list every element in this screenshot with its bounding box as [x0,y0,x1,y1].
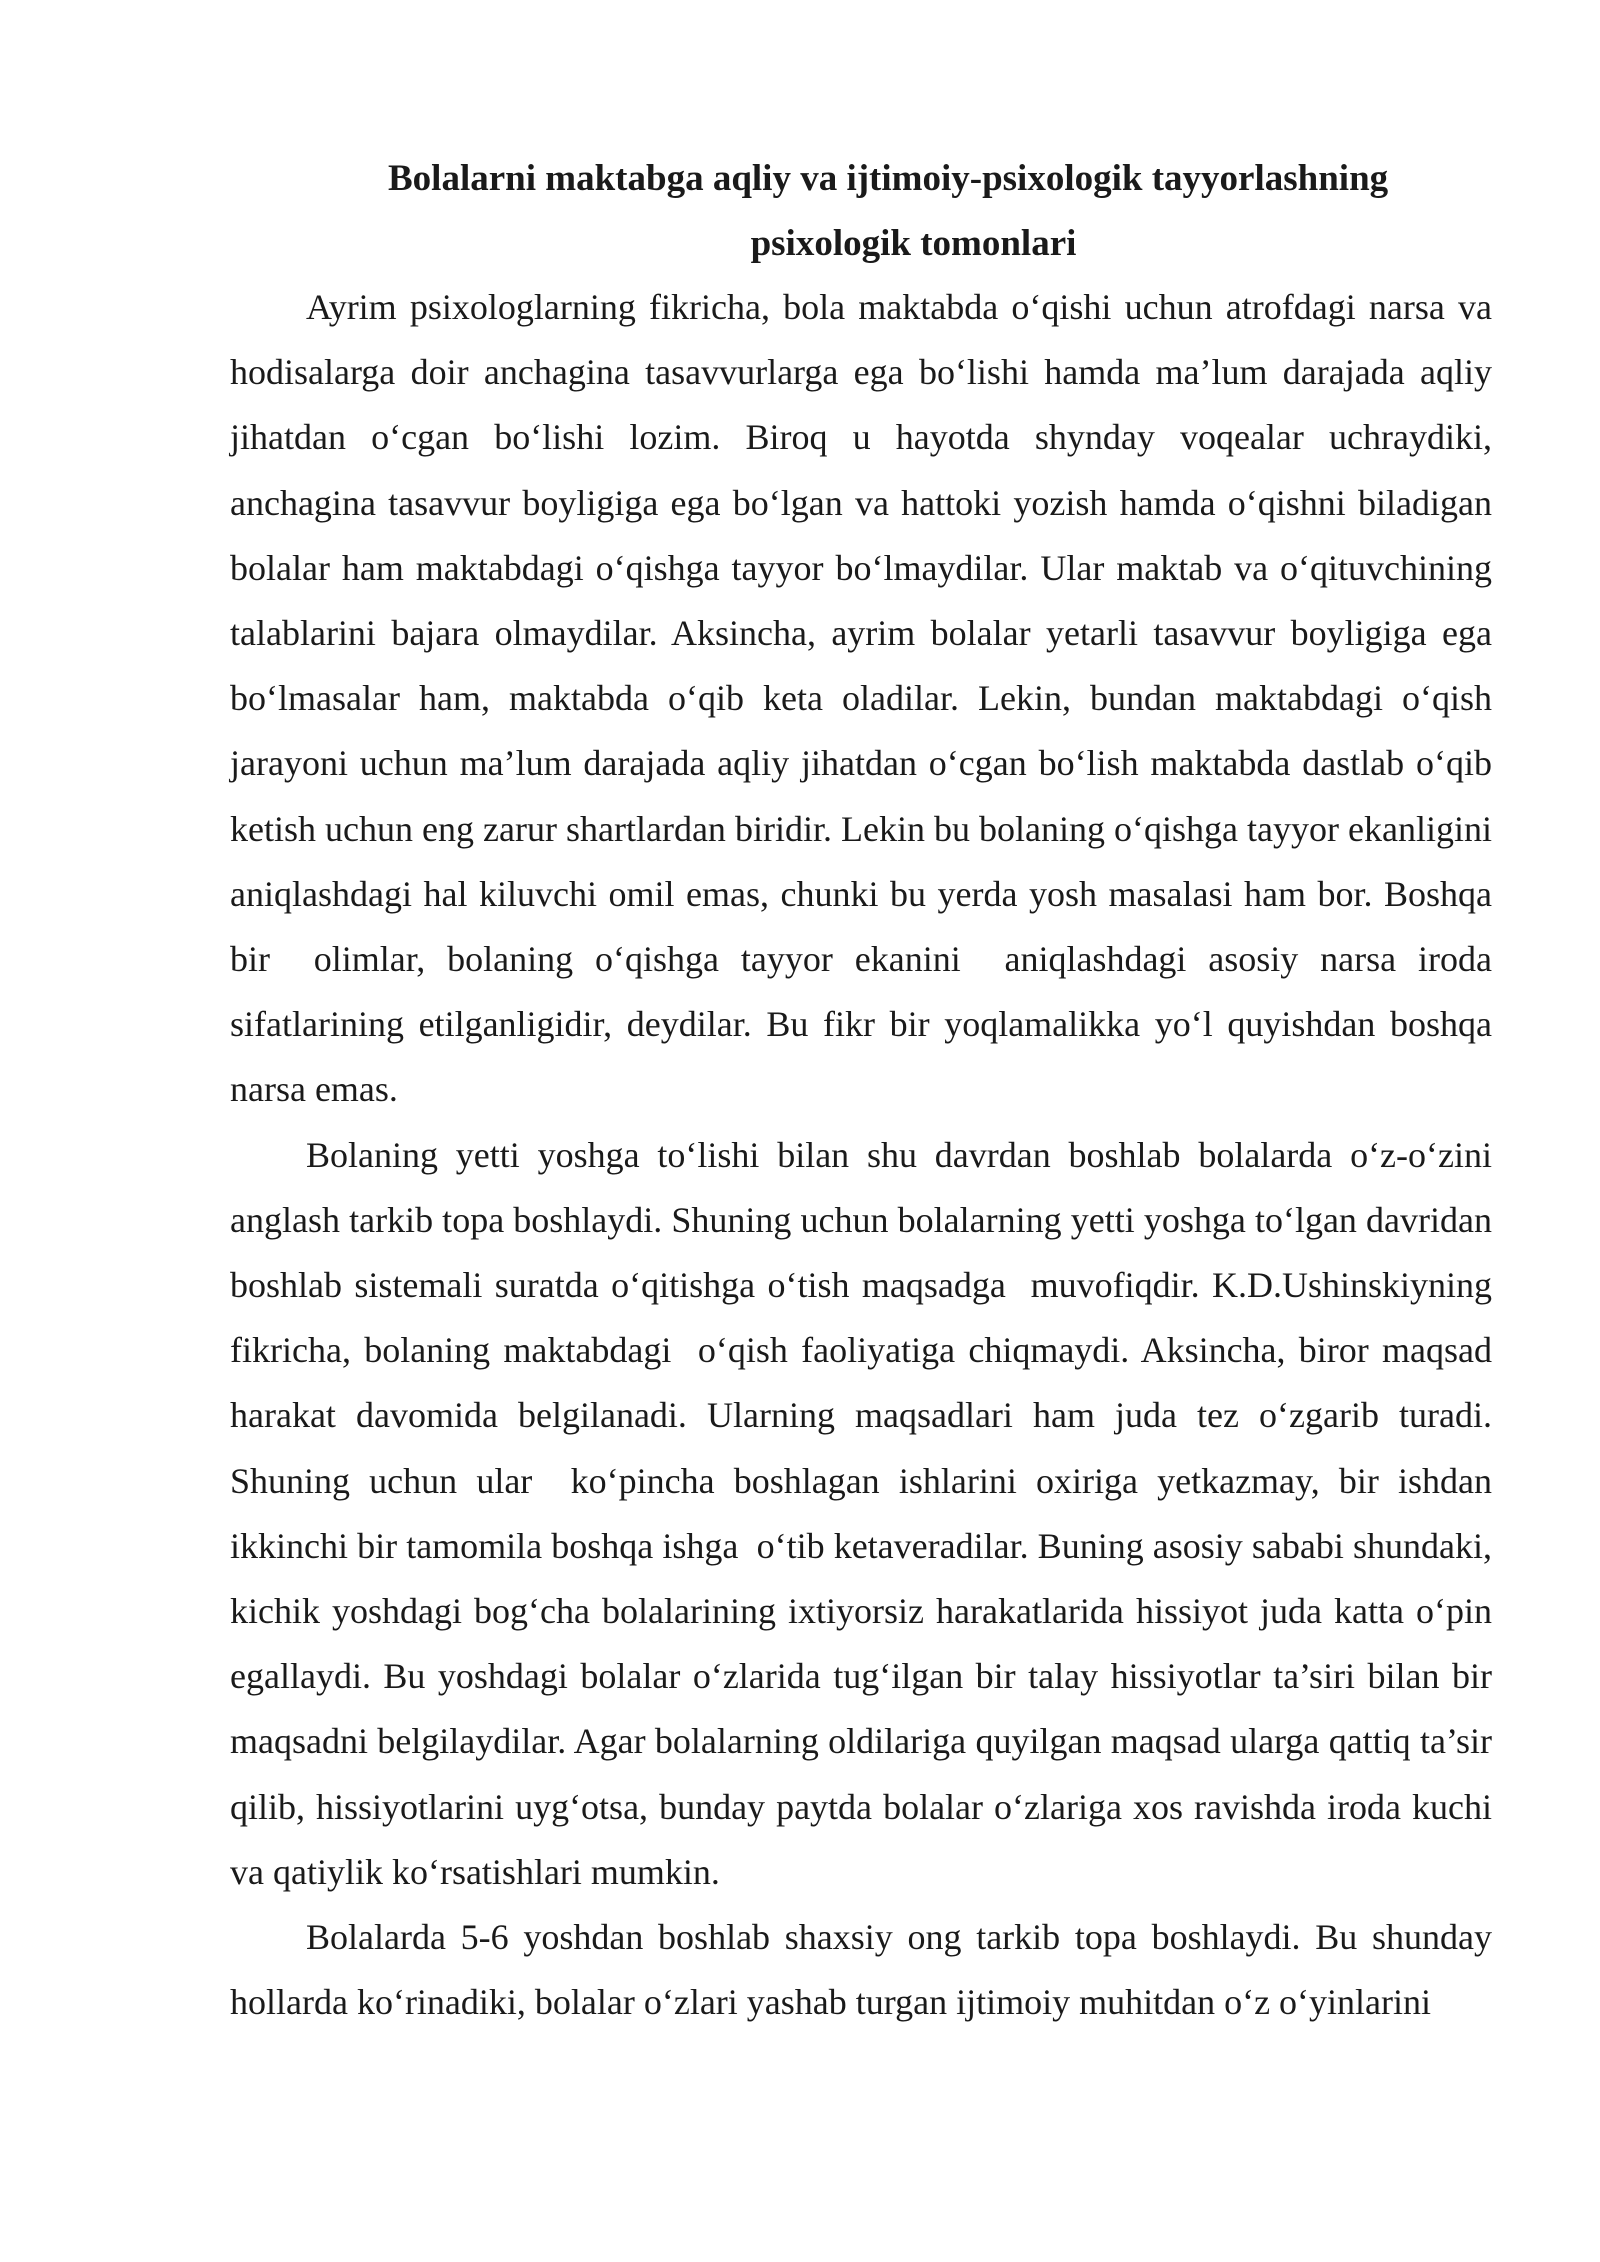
title-line-2: psixologik tomonlari [750,223,1077,264]
document-title [230,146,1492,276]
paragraph-1: Ayrim psixologlarning fikricha, bola maktabda o‘qishi uchun atrofdagi narsa va hodisalarga doir anchagina tasavvurlarga ega bo‘lishi hamda ma’lum darajada aqliy jihatdan o‘cgan bo‘lishi lozim. Biroq u hayotda shynday voqealar uchraydiki, anchagina tasavvur boyligiga ega bo‘lgan va hattoki yozish hamda o‘qishni biladigan bolalar ham maktabdagi o‘qishga tayyor bo‘lmaydilar. Ular maktab va o‘qituvchining talablarini bajara olmaydilar. Aksincha, ayrim bolalar yetarli tasavvur boyligiga ega bo‘lmasalar ham, maktabda o‘qib keta oladilar. Lekin, bundan maktabdagi o‘qish jarayoni uchun ma’lum darajada aqliy jihatdan o‘cgan bo‘lish maktabda dastlab o‘qib ketish uchun eng zarur shartlardan biridir. Lekin bu bolaning o‘qishga tayyor ekanligini aniqlashdagi hal kiluvchi omil emas, chunki bu yerda yosh masalasi ham bor. Boshqa bir olimlar, bolaning o‘qishga tayyor ekanini aniqlashdagi asosiy narsa iroda sifatlarining etilganligidir, deydilar. Bu fikr bir yoqlamalikka yo‘l quyishdan boshqa narsa emas. [230,287,1510,1110]
title-line-1: Bolalarni maktabga aqliy va ijtimoiy-psixologik tayyorlashning [388,158,1389,199]
document-body [230,275,1510,2035]
paragraph-3: Bolalarda 5-6 yoshdan boshlab shaxsiy ong tarkib topa boshlaydi. Bu shunday hollarda ko‘rinadiki, bolalar o‘zlari yashab turgan ijtimoiy muhitdan o‘z o‘yinlarini [230,1917,1501,2023]
paragraph-2: Bolaning yetti yoshga to‘lishi bilan shu davrdan boshlab bolalarda o‘z-o‘zini anglash tarkib topa boshlaydi. Shuning uchun bolalarning yetti yoshga to‘lgan davridan boshlab sistemali suratda o‘qitishga o‘tish maqsadga muvofiqdir. K.D.Ushinskiyning fikricha, bolaning maktabdagi o‘qish faoliyatiga chiqmaydi. Aksincha, biror maqsad harakat davomida belgilanadi. Ularning maqsadlari ham juda tez o‘zgarib turadi. Shuning uchun ular ko‘pincha boshlagan ishlarini oxiriga yetkazmay, bir ishdan ikkinchi bir tamomila boshqa ishga o‘tib ketaveradilar. Buning asosiy sababi shundaki, kichik yoshdagi bog‘cha bolalarining ixtiyorsiz harakatlarida hissiyot juda katta o‘pin egallaydi. Bu yoshdagi bolalar o‘zlarida tug‘ilgan bir talay hissiyotlar ta’siri bilan bir maqsadni belgilaydilar. Agar bolalarning oldilariga quyilgan maqsad ularga qattiq ta’sir qilib, hissiyotlarini uyg‘otsa, bunday paytda bolalar o‘zlariga xos ravishda iroda kuchi va qatiylik ko‘rsatishlari mumkin. [230,1134,1501,1892]
